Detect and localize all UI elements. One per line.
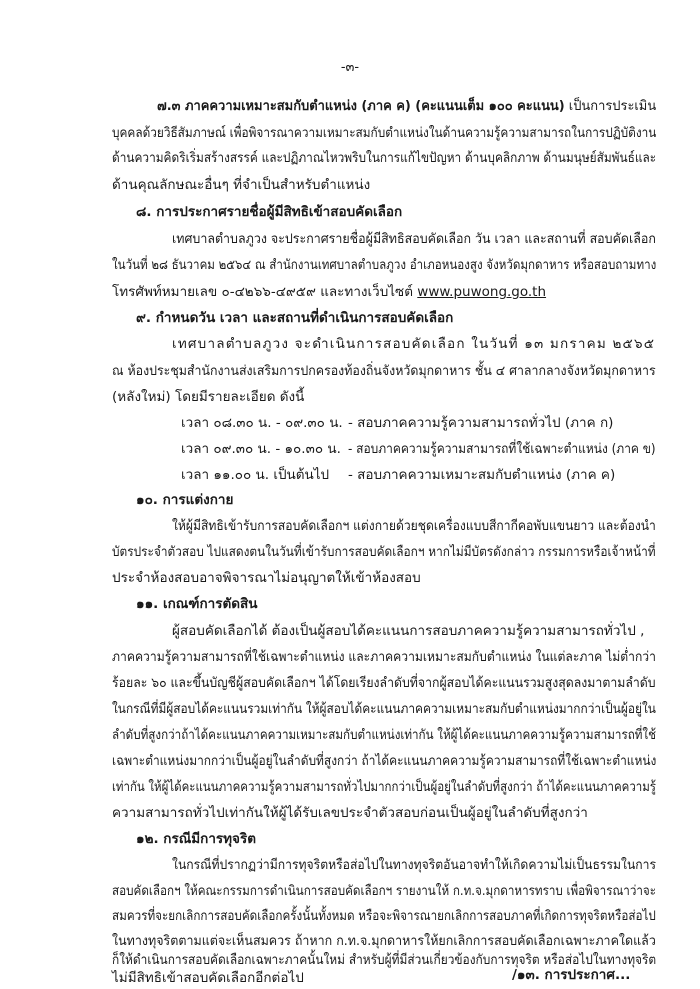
section-7-3-line4: ด้านคุณลักษณะอื่นๆ ที่จำเป็นสำหรับตำแหน่ง — [112, 177, 371, 193]
section-11-line: เท่ากัน ให้ผู้ได้คะแนนภาคความรู้ความสามารถทั่วไปมากกว่าเป็นผู้อยู่ในลำดับที่สูงกว่า ถ้าได้คะแนนภาคความรู้ — [112, 779, 656, 795]
section-8-heading: ๘. การประกาศรายชื่อผู้มีสิทธิเข้าสอบคัดเลือก — [136, 204, 403, 220]
section-11-line: ร้อยละ ๖๐ และขึ้นบัญชีผู้สอบคัดเลือกฯ ได้โดยเรียงลำดับที่จากผู้สอบได้คะแนนรวมสูงสุดลงมาตามลำดับ — [112, 675, 656, 691]
section-7-3-line1-rest: เป็นการประเมิน — [564, 98, 657, 114]
section-8-line2: ในวันที่ ๒๘ ธันวาคม ๒๕๖๔ ณ สำนักงานเทศบาลตำบลภูวง อำเภอหนองสูง จังหวัดมุกดาหาร หรือสอบถามทาง — [112, 257, 657, 273]
section-9-line1: เทศบาลตำบลภูวง จะดำเนินการสอบคัดเลือก ในวันที่ ๑๓ มกราคม ๒๕๖๕ — [172, 336, 656, 352]
section-11-line: ความสามารถทั่วไปเท่ากันให้ผู้ได้รับเลขประจำตัวสอบก่อนเป็นผู้อยู่ในลำดับที่สูงกว่า — [112, 805, 588, 821]
schedule-time-1: เวลา ๐๘.๓๐ น. - ๐๙.๓๐ น. — [181, 415, 343, 431]
schedule-subject-3: - สอบภาคความเหมาะสมกับตำแหน่ง (ภาค ค) — [348, 467, 616, 483]
section-8-line3-text: โทรศัพท์หมายเลข ๐-๔๒๖๖-๔๙๕๙ และทางเว็บไซต์ — [112, 284, 418, 300]
section-7-3-line3: ด้านความคิดริเริ่มสร้างสรรค์ และปฏิภาณไหวพริบในการแก้ไขปัญหา ด้านบุคลิกภาพ ด้านมนุษย์สัมพันธ์และ — [112, 150, 657, 166]
section-11-line: ลำดับที่สูงกว่าถ้าได้คะแนนภาคความเหมาะสมกับตำแหน่งเท่ากัน ให้ผู้ได้คะแนนภาคความรู้ความสามารถที่ใช้ — [112, 727, 656, 743]
section-10-heading: ๑๐. การแต่งกาย — [136, 492, 234, 508]
section-9-line3: (หลังใหม่) โดยมีรายละเอียด ดังนี้ — [112, 389, 305, 405]
section-7-3-line2: บุคคลด้วยวิธีสัมภาษณ์ เพื่อพิจารณาความเหมาะสมกับตำแหน่งในด้านความรู้ความสามารถในการปฏิบัติงาน — [112, 125, 657, 141]
section-11-line: ในกรณีที่มีผู้สอบได้คะแนนรวมเท่ากัน ให้ผู้สอบได้คะแนนภาคความเหมาะสมกับตำแหน่งมากกว่าเป็นผู้อยู่ใน — [112, 701, 656, 717]
section-11-line: ภาคความรู้ความสามารถที่ใช้เฉพาะตำแหน่ง และภาคความเหมาะสมกับตำแหน่ง ในแต่ละภาค ไม่ต่ำกว่า — [112, 649, 656, 665]
section-12-line: สมควรที่จะยกเลิกการสอบคัดเลือกครั้งนั้นทั้งหมด หรือจะพิจารณายกเลิกการสอบภาคที่เกิดการทุจริตหรือส่อไป — [112, 908, 656, 924]
section-12-line: ในทางทุจริตตามแต่จะเห็นสมควร ถ้าหาก ก.ท.จ.มุกดาหารให้ยกเลิกการสอบคัดเลือกเฉพาะภาคใดแล้ว — [112, 933, 656, 949]
section-10-line1: ให้ผู้มีสิทธิเข้ารับการสอบคัดเลือกฯ แต่งกายด้วยชุดเครื่องแบบสีกากีคอพับแขนยาว และต้องนำ — [172, 518, 656, 534]
schedule-subject-1: - สอบภาคความรู้ความสามารถทั่วไป (ภาค ก) — [348, 415, 614, 431]
section-8-line1: เทศบาลตำบลภูวง จะประกาศรายชื่อผู้มีสิทธิสอบคัดเลือก วัน เวลา และสถานที่ สอบคัดเลือก — [172, 231, 656, 247]
section-9-heading: ๙. กำหนดวัน เวลา และสถานที่ดำเนินการสอบคัดเลือก — [136, 310, 454, 326]
section-11-heading: ๑๑. เกณฑ์การตัดสิน — [136, 596, 258, 612]
section-10-line3: ประจำห้องสอบอาจพิจารณาไม่อนุญาตให้เข้าห้องสอบ — [112, 570, 421, 586]
section-12-line: ก็ให้ดำเนินการสอบคัดเลือกเฉพาะภาคนั้นใหม่ สำหรับผู้ที่มีส่วนเกี่ยวข้องกับการทุจริต หรือส่อไปในทางทุจริต — [112, 952, 657, 968]
section-11-line: เฉพาะตำแหน่งมากกว่าเป็นผู้อยู่ในลำดับที่สูงกว่า ถ้าได้คะแนนภาคความรู้ความสามารถที่ใช้เฉพาะตำแหน่ง — [112, 753, 657, 769]
schedule-time-3: เวลา ๑๑.๐๐ น. เป็นต้นไป — [181, 467, 330, 483]
section-8-line3 — [112, 283, 546, 301]
section-12-line: ในกรณีที่ปรากฏว่ามีการทุจริตหรือส่อไปในทางทุจริตอันอาจทำให้เกิดความไม่เป็นธรรมในการ — [172, 857, 657, 873]
section-12-line: สอบคัดเลือกฯ ให้คณะกรรมการดำเนินการสอบคัดเลือกฯ รายงานให้ ก.ท.จ.มุกดาหารทราบ เพื่อพิจารณาว่าจะ — [112, 883, 657, 899]
section-10-line2: บัตรประจำตัวสอบ ไปแสดงตนในวันที่เข้ารับการสอบคัดเลือกฯ หากไม่มีบัตรดังกล่าว กรรมการหรือเจ้าหน้าที่ — [112, 544, 656, 560]
section-7-3-heading: ๗.๓ ภาคความเหมาะสมกับตำแหน่ง (ภาค ค) (คะแนนเต็ม ๑๐๐ คะแนน) — [157, 98, 565, 114]
section-9-line2: ณ ห้องประชุมสำนักงานส่งเสริมการปกครองท้องถิ่นจังหวัดมุกดาหาร ชั้น ๔ ศาลากลางจังหวัดมุกดาหาร — [112, 363, 656, 379]
section-11-line: ผู้สอบคัดเลือกได้ ต้องเป็นผู้สอบได้คะแนนการสอบภาคความรู้ความสามารถทั่วไป , — [172, 623, 645, 639]
schedule-subject-2: - สอบภาคความรู้ความสามารถที่ใช้เฉพาะตำแหน่ง (ภาค ข) — [348, 441, 656, 457]
section-12-line: ไม่มีสิทธิเข้าสอบคัดเลือกอีกต่อไป — [112, 970, 304, 986]
schedule-time-2: เวลา ๐๙.๓๐ น. - ๑๐.๓๐ น. — [181, 441, 341, 457]
section-12-heading: ๑๒. กรณีมีการทุจริต — [136, 831, 256, 847]
website-link[interactable]: www.puwong.go.th — [417, 284, 547, 300]
section-7-3-line1 — [157, 97, 656, 115]
continuation-note: /๑๓. การประกาศ... — [512, 967, 631, 983]
page-number: -๓- — [340, 60, 360, 75]
